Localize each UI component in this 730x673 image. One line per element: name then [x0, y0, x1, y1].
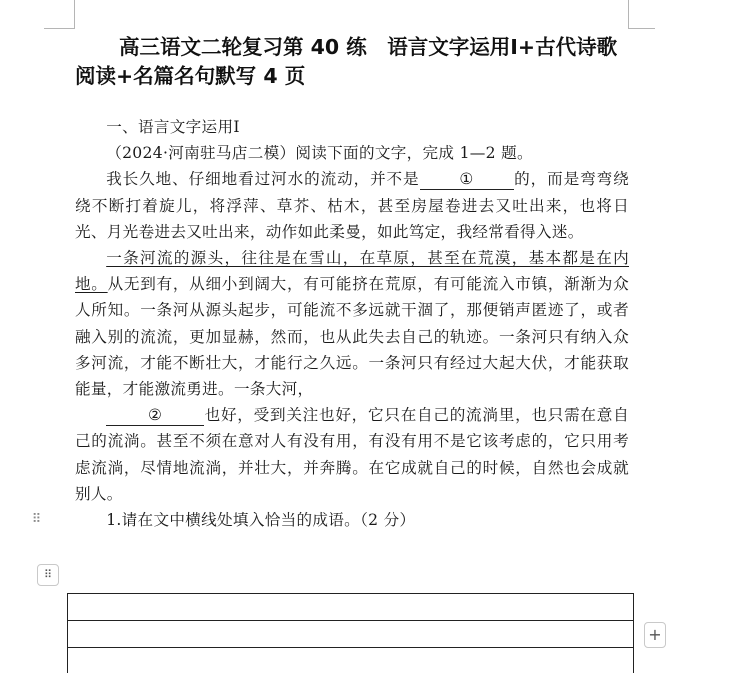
add-row-button[interactable]: +	[644, 622, 666, 648]
drag-handle-icon[interactable]: ⠿	[31, 512, 41, 527]
document-body[interactable]	[75, 114, 629, 533]
table-row	[68, 621, 634, 648]
section-heading[interactable]: 一、语言文字运用Ⅰ	[106, 118, 240, 136]
paragraph-2-text: 从无到有，从细小到阔大，有可能挤在荒原，有可能流入市镇，渐渐为众人所知。一条河从源头起步，可能流不多远就干涸了，那便销声匿迹了，或者融入别的流流，更加显赫，然而，也从此失去自己的轨迹。一条河只有纳入众多河流，才能不断壮大，才能行之久远。一条河只有经过大起大伏，才能获取能量，才能激流勇进。一条大河，	[75, 275, 629, 399]
underlined-sentence: 一条河流的源头，往往是在雪山，在草原，甚至在荒漠，基本都是在内地。	[75, 249, 629, 294]
paragraph-3[interactable]	[75, 402, 629, 507]
question-1[interactable]: 1.请在文中横线处填入恰当的成语。（2 分）	[106, 511, 416, 530]
blank-2[interactable]: ②	[106, 405, 204, 426]
paragraph-1-text-b: 的，而是弯弯绕绕不断打着旋儿，将浮萍、草芥、枯木，甚至房屋卷进去又吐出来，也将日光、月光卷进去又吐出来，动作如此柔曼，如此笃定，我经常看得入迷。	[75, 170, 629, 241]
paragraph-2[interactable]	[75, 245, 629, 402]
document-title[interactable]: 高三语文二轮复习第 40 练 语言文字运用Ⅰ+古代诗歌阅读+名篇名句默写 4 页	[75, 35, 618, 88]
answer-cell[interactable]	[68, 594, 634, 621]
source-line[interactable]: （2024·河南驻马店二模）阅读下面的文字，完成 1—2 题。	[106, 144, 533, 163]
answer-table[interactable]	[67, 593, 634, 673]
table-handle-icon[interactable]: ⠿	[37, 564, 59, 586]
paragraph-3-text: 也好，受到关注也好，它只在自己的流淌里，也只需在意自己的流淌。甚至不须在意对人有没有用，有没有用不是它该考虑的，它只用考虑流淌，尽情地流淌，并壮大，并奔腾。在它成就自己的时候，自然也会成就别人。	[75, 406, 629, 503]
crop-mark-top-right	[628, 0, 655, 29]
table-row	[68, 594, 634, 621]
answer-cell[interactable]	[68, 621, 634, 648]
answer-cell[interactable]	[68, 648, 634, 673]
paragraph-1-text-a: 我长久地、仔细地看过河水的流动，并不是	[106, 170, 420, 189]
table-row	[68, 648, 634, 673]
paragraph-1[interactable]	[75, 166, 629, 245]
crop-mark-top-left	[44, 0, 75, 29]
blank-1[interactable]: ①	[420, 169, 514, 190]
